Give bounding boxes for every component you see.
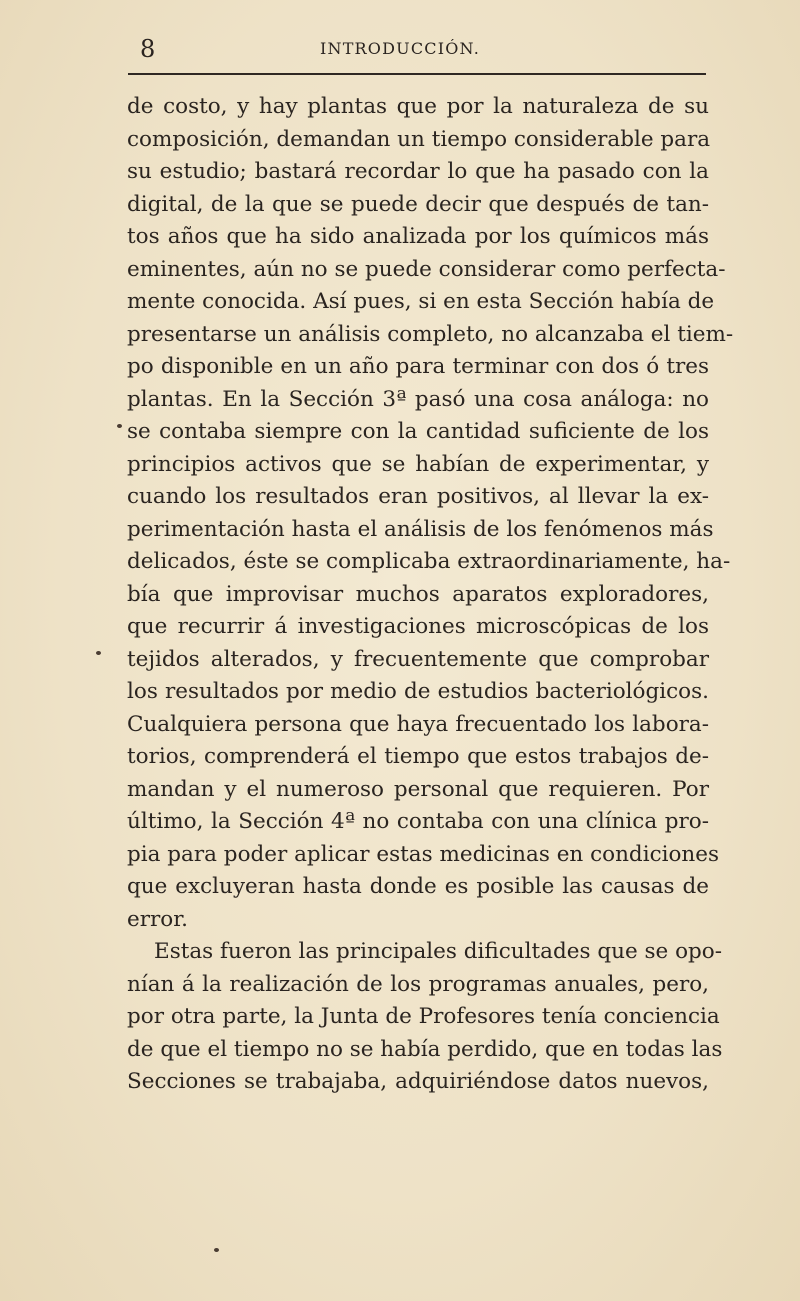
text-line: Cualquiera persona que haya frecuentado los labora- — [127, 711, 709, 737]
text-line: composición, demandan un tiempo considerable para — [127, 126, 711, 152]
text-line: bía que improvisar muchos aparatos exploradores, — [127, 581, 709, 607]
ink-speck — [214, 1248, 219, 1252]
text-line: torios, comprenderá el tiempo que estos trabajos de- — [127, 744, 709, 769]
text-line: se contaba siempre con la cantidad suficiente de los — [127, 419, 709, 444]
text-line: principios activos que se habían de experimentar, y — [127, 451, 709, 477]
page-number: 8 — [140, 35, 156, 63]
text-line: Secciones se trabajaba, adquiriéndose datos nuevos, — [127, 1069, 709, 1094]
text-line: de que el tiempo no se había perdido, que en todas las — [127, 1036, 723, 1062]
text-line: digital, de la que se puede decir que después de tan- — [127, 191, 709, 217]
text-line: último, la Sección 4ª no contaba con una clínica pro- — [127, 809, 709, 834]
text-line: los resultados por medio de estudios bacteriológicos. — [127, 679, 709, 704]
text-line: po disponible en un año para terminar con dos ó tres — [127, 354, 709, 379]
running-head — [0, 34, 800, 64]
text-line: por otra parte, la Junta de Profesores tenía conciencia — [127, 1004, 720, 1029]
text-line-paragraph-end: error. — [127, 906, 188, 932]
text-line-paragraph-start: Estas fueron las principales dificultades que se opo- — [154, 939, 723, 964]
text-line: mandan y el numeroso personal que requieren. Por — [127, 776, 709, 802]
text-line: nían á la realización de los programas anuales, pero, — [127, 971, 709, 997]
body-text — [127, 91, 734, 1099]
text-line: perimentación hasta el análisis de los fenómenos más — [127, 516, 714, 542]
text-line: tos años que ha sido analizada por los químicos más — [127, 224, 709, 249]
text-line: eminentes, aún no se puede considerar como perfecta- — [127, 256, 726, 282]
text-line: su estudio; bastará recordar lo que ha pasado con la — [127, 159, 709, 184]
header-rule — [128, 73, 706, 75]
text-line: presentarse un análisis completo, no alcanzaba el tiem- — [127, 321, 734, 347]
text-line: pia para poder aplicar estas medicinas en condiciones — [127, 841, 720, 867]
text-line: delicados, éste se complicaba extraordinariamente, ha- — [127, 549, 731, 574]
text-line: cuando los resultados eran positivos, al llevar la ex- — [127, 484, 709, 509]
text-line: plantas. En la Sección 3ª pasó una cosa análoga: no — [127, 386, 709, 412]
text-line: que recurrir á investigaciones microscópicas de los — [127, 614, 709, 639]
text-line: de costo, y hay plantas que por la naturaleza de su — [127, 94, 709, 119]
ink-speck — [117, 424, 122, 428]
ink-speck — [96, 651, 101, 655]
text-line: que excluyeran hasta donde es posible las causas de — [127, 874, 709, 899]
section-title: INTRODUCCIÓN. — [319, 39, 481, 58]
text-line: tejidos alterados, y frecuentemente que comprobar — [127, 646, 709, 672]
text-line: mente conocida. Así pues, si en esta Sección había de — [127, 289, 715, 314]
